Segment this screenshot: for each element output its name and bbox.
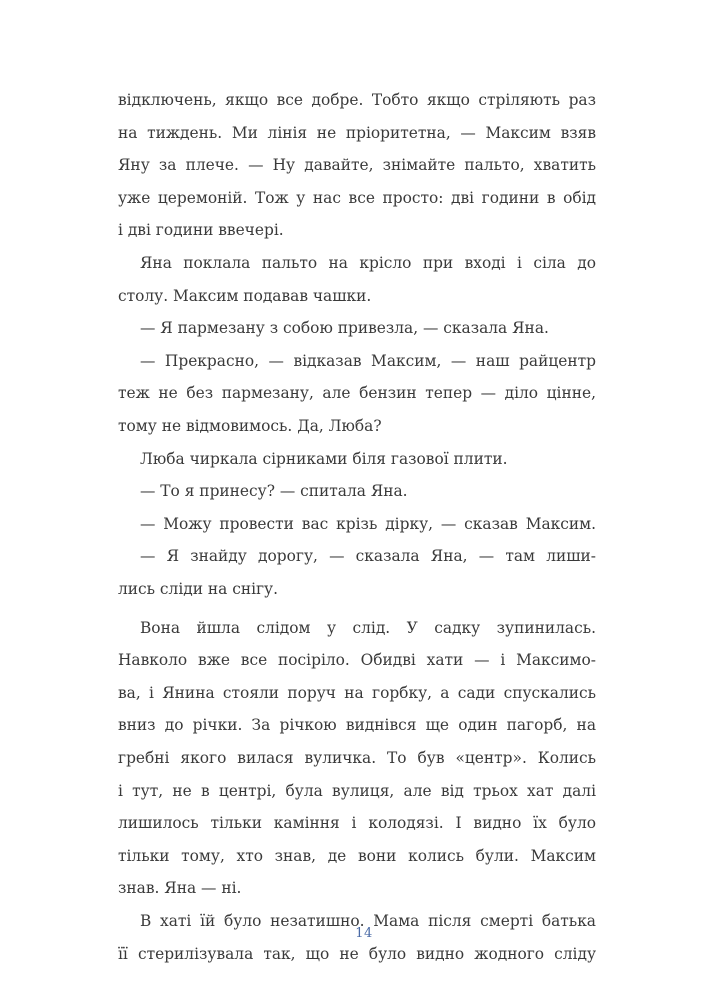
text-line: Яну за плече. — Ну давайте, знімайте пальто, хватить xyxy=(118,156,596,175)
text-line: уже церемоній. Тож у нас все просто: дві години в обід xyxy=(118,188,596,207)
text-line: вниз до річки. За річкою виднівся ще один пагорб, на xyxy=(118,716,596,735)
text-line: Вона йшла слідом у слід. У садку зупинилась. xyxy=(140,618,596,637)
text-line: столу. Максим подавав чашки. xyxy=(118,286,372,305)
text-line: теж не без пармезану, але бензин тепер — діло цінне, xyxy=(118,384,596,403)
text-line: на тиждень. Ми лінія не пріоритетна, — Максим взяв xyxy=(118,123,596,142)
text-line: гребні якого вилася вуличка. То був «центр». Колись xyxy=(118,749,596,767)
text-line: — Прекрасно, — відказав Максим, — наш райцентр xyxy=(140,351,596,370)
text-line: лись сліди на снігу. xyxy=(118,580,279,598)
text-line: Люба чиркала сірниками біля газової плити. xyxy=(140,449,508,468)
text-line: В хаті їй було незатишно. Мама після смерті батька xyxy=(140,912,596,930)
text-line: відключень, якщо все добре. Тобто якщо стріляють раз xyxy=(118,91,596,109)
text-line: — То я принесу? — спитала Яна. xyxy=(140,482,408,501)
text-line: тільки тому, хто знав, де вони колись були. Максим xyxy=(118,846,596,865)
text-line: — Я пармезану з собою привезла, — сказала Яна. xyxy=(140,319,549,338)
text-line: її стерилізувала так, що не було видно жодного сліду xyxy=(118,944,596,963)
text-line: Яна поклала пальто на крісло при вході і сіла до xyxy=(140,254,596,272)
text-line: лишилось тільки каміння і колодязі. І видно їх було xyxy=(118,814,596,833)
text-line: ва, і Янина стояли поруч на горбку, а сади спускались xyxy=(118,683,596,702)
text-line: і тут, не в центрі, була вулиця, але від трьох хат далі xyxy=(118,781,596,800)
text-line: Навколо вже все посіріло. Обидві хати — і Максимо- xyxy=(118,651,596,670)
text-line: і дві години ввечері. xyxy=(118,221,284,240)
text-line: знав. Яна — ні. xyxy=(118,879,242,898)
text-line: — Я знайду дорогу, — сказала Яна, — там лиши- xyxy=(140,547,596,566)
text-line: тому не відмовимось. Да, Люба? xyxy=(118,417,382,435)
text-line: — Можу провести вас крізь дірку, — сказав Максим. xyxy=(140,514,596,533)
page-number: 14 xyxy=(355,926,373,941)
